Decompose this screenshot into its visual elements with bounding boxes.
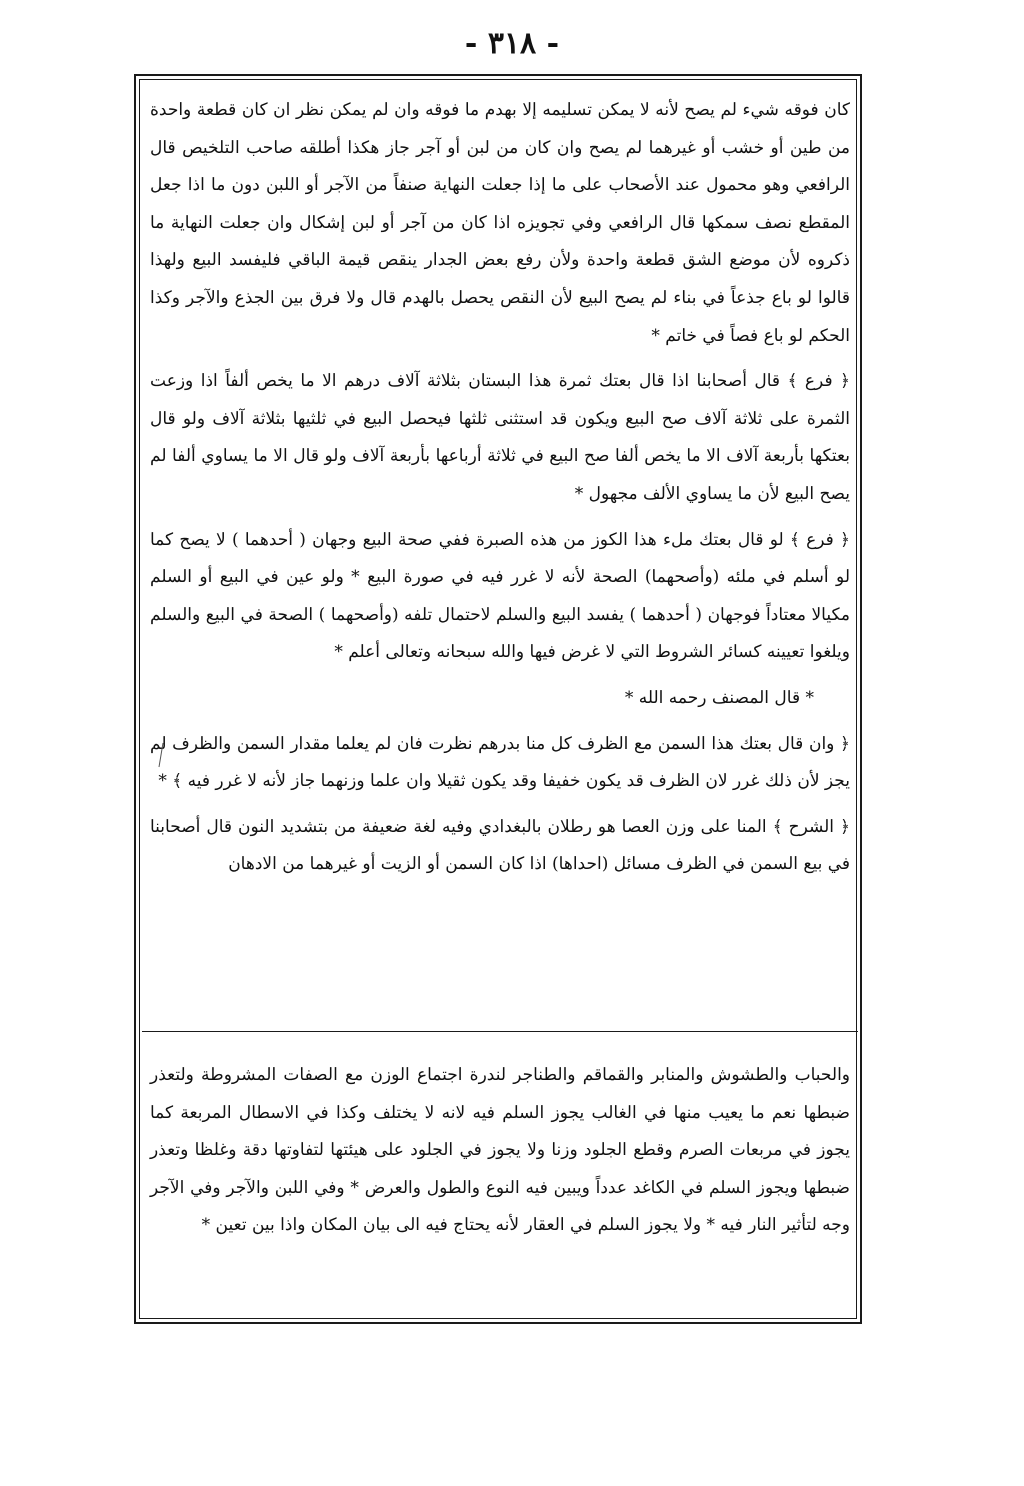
paragraph-sharh: ﴿ الشرح ﴾ المنا على وزن العصا هو رطلان بالبغدادي وفيه لغة ضعيفة من بتشديد النون قال أصحابنا في بيع السمن في الظرف مسائل (احداها) اذا كان السمن أو الزيت أو غيرهما من الادهان bbox=[150, 816, 850, 875]
paragraph-far-kuz: ﴿ فرع ﴾ لو قال بعتك ملء هذا الكوز من هذه الصبرة ففي صحة البيع وجهان ( أحدهما ) لا يصح كما لو أسلم في ملئه (وأصحهما) الصحة لأنه لا غرر فيه في صورة البيع * ولو عين في البيع أو السلم مكيالا معتاداً فوجهان ( أحدهما ) يفسد البيع والسلم لاحتمال تلفه (وأصحهما ) الصحة في البيع والسلم ويلغوا تعيينه كسائر الشروط التي لا غرض فيها والله سبحانه وتعالى أعلم * bbox=[150, 529, 850, 663]
pencil-mark bbox=[158, 742, 164, 768]
footnote-divider bbox=[142, 1031, 858, 1032]
footnote-paragraph: والحباب والطشوش والمنابر والقماقم والطناجر لندرة اجتماع الوزن مع الصفات المشروطة ولتعذر ضبطها نعم ما يعيب منها في الغالب يجوز السلم فيه لانه لا يختلف وكذا في الاسطال المربعة كما يجوز في مربعات الصرم وقطع الجلود وزنا ولا يجوز في الجلود على هيئتها لتفاوتها دقة وغلظا وتعذر ضبطها ويجوز السلم في الكاغد عدداً ويبين فيه النوع والطول والعرض * وفي اللبن والآجر وفي الآجر وجه لتأثير النار فيه * ولا يجوز السلم في العقار لأنه يحتاج فيه الى بيان المكان واذا بين تعين * bbox=[150, 1065, 850, 1236]
paragraph-jidar: كان فوقه شيء لم يصح لأنه لا يمكن تسليمه إلا بهدم ما فوقه وان لم يمكن نظر ان كان قطعة واحدة من طين أو خشب أو غيرهما لم يصح وان كان من لبن أو آجر جاز هكذا أطلقه صاحب التلخيص قال الرافعي وهو محمول عند الأصحاب على ما إذا جعلت النهاية صنفاً من الآجر أو اللبن دون ما اذا جعل المقطع نصف سمكها قال الرافعي وفي تجويزه اذا كان من آجر أو لبن إشكال وان جعلت النهاية ما ذكروه لأن موضع الشق قطعة واحدة ولأن رفع بعض الجدار ينقص قيمة الباقي فليفسد البيع ولهذا قالوا لو باع جذعاً في بناء لم يصح البيع لأن النقص يحصل بالهدم قال ولا فرق بين الجذع والآجر وكذا الحكم لو باع فصاً في خاتم * bbox=[150, 100, 850, 346]
footnote-text-block bbox=[150, 1057, 850, 1245]
paragraph-matn-samn: ﴿ وان قال بعتك هذا السمن مع الظرف كل منا بدرهم نظرت فان لم يعلما مقدار السمن والظرف لم يجز لأن ذلك غرر لان الظرف قد يكون خفيفا وقد يكون ثقيلا وان علما وزنهما جاز لأنه لا غرر فيه ﴾ * bbox=[150, 733, 850, 792]
paragraph-musannif-heading: * قال المصنف رحمه الله * bbox=[624, 687, 814, 708]
main-text-block bbox=[150, 92, 850, 892]
page-number: - ٣١٨ - bbox=[464, 26, 560, 61]
paragraph-far-thamara: ﴿ فرع ﴾ قال أصحابنا اذا قال بعتك ثمرة هذا البستان بثلاثة آلاف درهم الا ما يخص ألفاً اذا وزعت الثمرة على ثلاثة آلاف صح البيع ويكون قد استثنى ثلثها فيحصل البيع في ثلثيها بثلاثة آلاف ولو قال بعتكها بأربعة آلاف الا ما يخص ألفا صح البيع في ثلاثة أرباعها بأربعة آلاف ولو قال الا ما يساوي ألفا لم يصح البيع لأن ما يساوي الألف مجهول * bbox=[150, 371, 850, 504]
